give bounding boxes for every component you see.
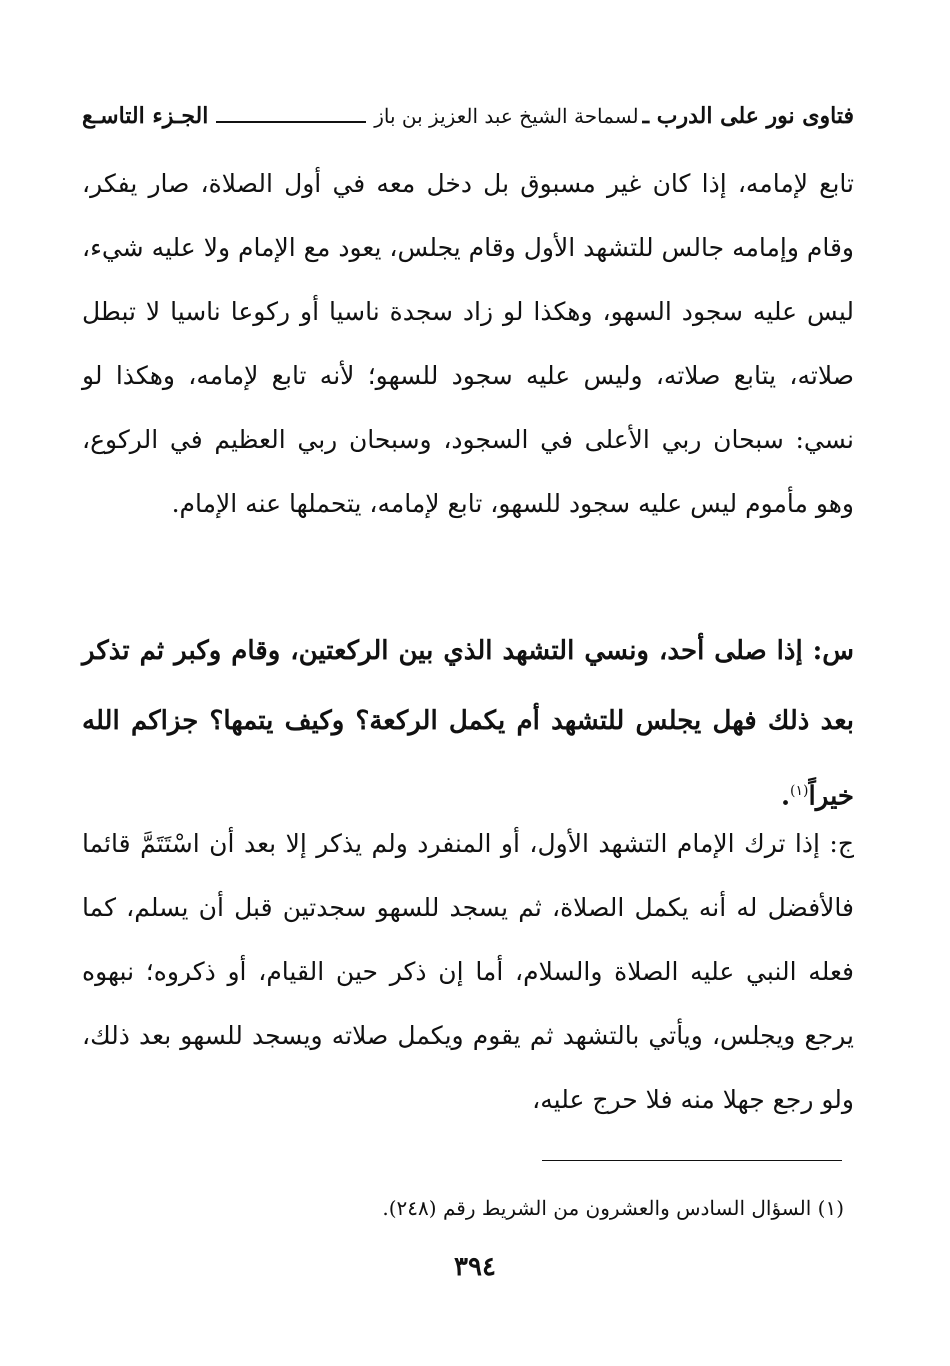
question-end: . (780, 781, 791, 812)
page-number: ٣٩٤ (454, 1252, 496, 1282)
footnote-reference: (١) (790, 783, 809, 799)
running-header (82, 96, 854, 136)
body-paragraph (82, 152, 854, 536)
question-paragraph (82, 616, 854, 832)
footnote-divider (542, 1160, 842, 1161)
question-body: س: إذا صلى أحد، ونسي التشهد الذي بين الركعتين، وقام وكبر ثم تذكر بعد ذلك فهل يجلس للتشهد أم يكمل الركعة؟ وكيف يتمها؟ جزاكم الله خيراً (82, 636, 854, 812)
author-name: لسماحة الشيخ عبد العزيز بن باز (374, 104, 639, 128)
paragraph-text: تابع لإمامه، إذا كان غير مسبوق بل دخل معه في أول الصلاة، صار يفكر، وقام وإمامه جالس للتشهد الأول وقام يجلس، يعود مع الإمام ولا عليه شيء، ليس عليه سجود السهو، وهكذا لو زاد سجدة ناسيا أو ركوعا ناسيا لا تبطل صلاته، يتابع صلاته، وليس عليه سجود للسهو؛ لأنه تابع لإمامه، وهكذا لو نسي: سبحان ربي الأعلى في السجود، وسبحان ربي العظيم في الركوع، وهو مأموم ليس عليه سجود للسهو، تابع لإمامه، يتحملها عنه الإمام. (82, 169, 854, 518)
footnote-text: (١) السؤال السادس والعشرون من الشريط رقم (٢٤٨). (382, 1196, 844, 1220)
answer-paragraph (82, 812, 854, 1132)
volume-part: الجـزء التاسـع (82, 103, 209, 129)
answer-text: ج: إذا ترك الإمام التشهد الأول، أو المنفرد ولم يذكر إلا بعد أن اسْتَتَمَّ قائما فالأفضل له أنه يكمل الصلاة، ثم يسجد للسهو سجدتين قبل أن يسلم، كما فعله النبي عليه الصلاة والسلام، أما إن ذكر حين القيام، أو ذكروه؛ نبهوه يرجع ويجلس، ويأتي بالتشهد ثم يقوم ويكمل صلاته ويسجد للسهو بعد ذلك، ولو رجع جهلا منه فلا حرج عليه، (82, 829, 854, 1114)
header-rule (216, 121, 366, 123)
book-title: فتاوى نور على الدرب ـ (642, 103, 854, 129)
question-text (82, 616, 854, 832)
